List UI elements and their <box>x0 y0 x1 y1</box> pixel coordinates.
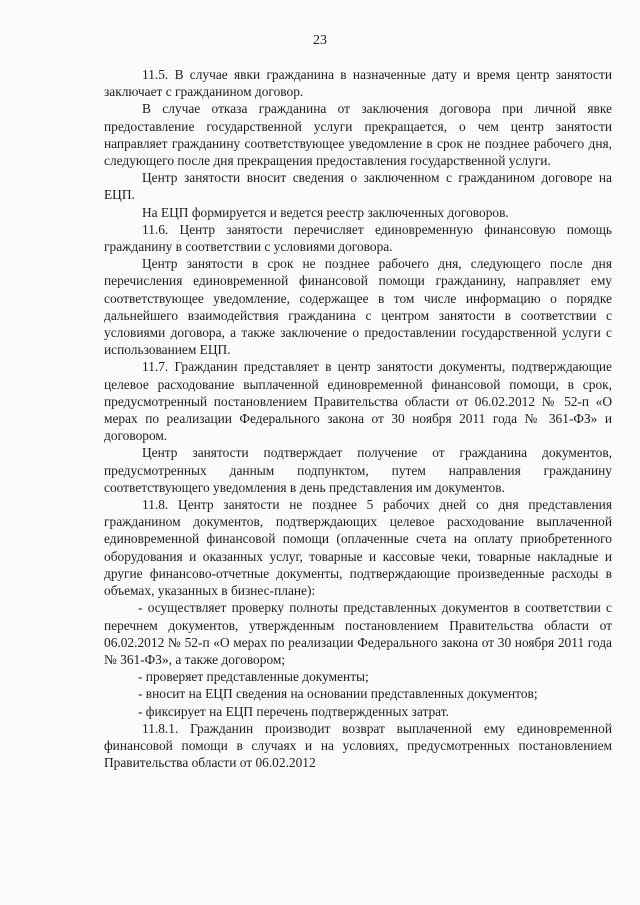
paragraph-notification: Центр занятости в срок не позднее рабочего дня, следующего после дня перечисления единовременной финансовой помощи гражданину, направляет ему соответствующее уведомление, содержащее в том числе информацию о порядке дальнейшего взаимодействия гражданина с центром занятости в соответствии с условиями договора, а также заключение о предоставлении государственной услуги с использованием ЕЦП. <box>104 256 612 358</box>
list-item-check-completeness: - осуществляет проверку полноты представленных документов в соответствии с перечнем документов, утвержденным постановлением Правительства области от 06.02.2012 № 52-п «О мерах по реализации Федерального закона от 30 ноября 2011 года № 361-ФЗ», а также договором; <box>104 600 612 667</box>
list-item-verify-documents: - проверяет представленные документы; <box>138 669 369 685</box>
document-body <box>104 66 612 771</box>
paragraph-ecp-entry: Центр занятости вносит сведения о заключенном с гражданином договоре на ЕЦП. <box>104 170 612 203</box>
paragraph-registry: На ЕЦП формируется и ведется реестр заключенных договоров. <box>142 204 509 220</box>
paragraph-11-6: 11.6. Центр занятости перечисляет единовременную финансовую помощь гражданину в соответствии с условиями договора. <box>104 221 612 255</box>
list-item-record-costs: - фиксирует на ЕЦП перечень подтвержденных затрат. <box>138 703 449 719</box>
paragraph-11-8-1: 11.8.1. Гражданин производит возврат выплаченной ему единовременной финансовой помощи в случаях и на условиях, предусмотренных постановлением Правительства области от 06.02.2012 <box>104 720 612 771</box>
page-number: 23 <box>313 33 327 48</box>
list-item-enter-data: - вносит на ЕЦП сведения на основании представленных документов; <box>138 686 538 702</box>
paragraph-refusal: В случае отказа гражданина от заключения договора при личной явке предоставление государственной услуги прекращается, о чем центр занятости направляет гражданину соответствующее уведомление в срок не позднее рабочего дня, следующего после дня прекращения предоставления государственной услуги. <box>104 101 612 169</box>
paragraph-11-5: 11.5. В случае явки гражданина в назначенные дату и время центр занятости заключает с гражданином договор. <box>104 67 612 100</box>
paragraph-11-7: 11.7. Гражданин представляет в центр занятости документы, подтверждающие целевое расходование выплаченной единовременной финансовой помощи, в срок, предусмотренный постановлением Правительства области от 06.02.2012 № 52-п «О мерах по реализации Федерального закона от 30 ноября 2011 года № 361-ФЗ» и договором. <box>104 359 612 444</box>
paragraph-receipt-confirmation: Центр занятости подтверждает получение от гражданина документов, предусмотренных данным подпунктом, путем направления гражданину соответствующего уведомления в день представления им документов. <box>104 445 612 495</box>
paragraph-11-8: 11.8. Центр занятости не позднее 5 рабочих дней со дня представления гражданином документов, подтверждающих целевое расходование выплаченной единовременной финансовой помощи (оплаченные счета на оплату приобретенного оборудования и оказанных услуг, товарные и кассовые чеки, товарные накладные и другие финансово-отчетные документы, подтверждающие произведенные расходы в объемах, указанных в бизнес-плане): <box>104 497 612 599</box>
